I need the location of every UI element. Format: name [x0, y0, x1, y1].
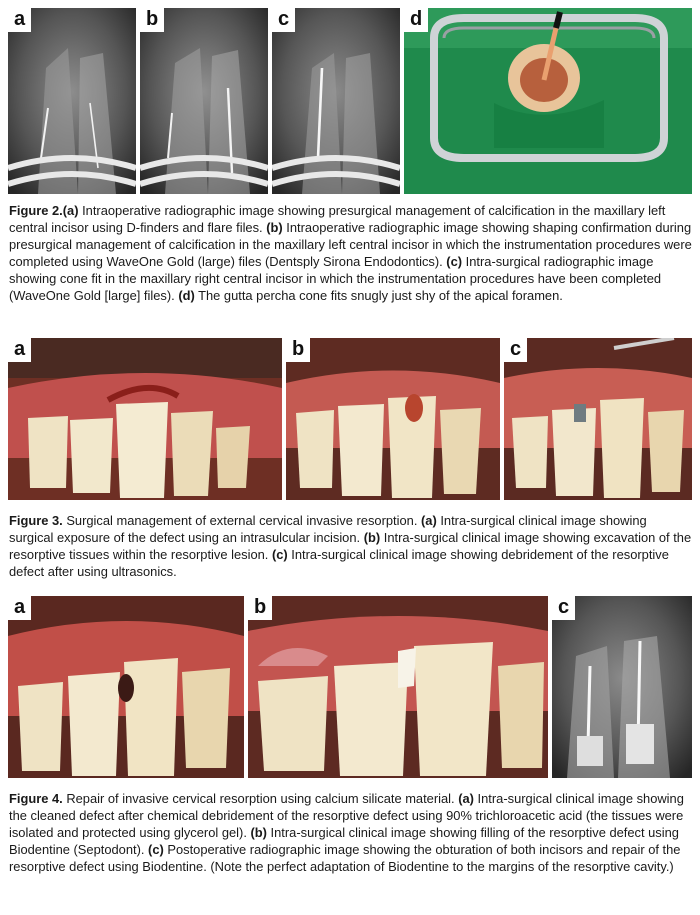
clinical-photo-image: [8, 338, 282, 500]
figure4-caption: Figure 4. Repair of invasive cervical resorption using calcium silicate material. (a) Intra-surgical clinical image showing the cleaned defect after chemical debridement of the resorptive defect using 90% trichloroacetic acid (the tissues were isolated and protected using glycerol gel). (b) Intra-surgical clinical image showing filling of the resorptive defect using Biodentine (Septodont). (c) Postoperative radiographic image showing the obturation of both incisors and repair of the resorptive defect using Biodentine. (Note the perfect adaptation of Biodentine to the margins of the resorptive cavity.): [9, 791, 684, 874]
panel-label: d: [404, 8, 428, 32]
panel-label: a: [8, 338, 31, 362]
caption-tag: (a): [62, 203, 79, 218]
fig4-panel-c: [552, 596, 692, 778]
fig4-panel-a: [8, 596, 244, 778]
fig4-panel-b: [248, 596, 548, 778]
panel-label: b: [140, 8, 164, 32]
panel-label: c: [552, 596, 575, 620]
caption-title: Figure 4.: [9, 791, 63, 806]
figure2-caption: Figure 2.(a) Intraoperative radiographic image showing presurgical management of calcification in the maxillary left central incisor using D-finders and flare files. (b) Intraoperative radiographic image showing shaping confirmation during presurgical management of calcification in the maxillary left central incisor in which the instrumentation procedures were completed using WaveOne Gold (large) files (Dentsply Sirona Endodontics). (c) Intra-surgical radiographic image showing cone fit in the maxillary right central incisor in which the instrumentation procedures have been completed (WaveOne Gold [large] files). (d) The gutta percha cone fits snugly just shy of the apical foramen.: [9, 203, 692, 303]
radiograph-image: [8, 8, 136, 194]
panel-label: b: [248, 596, 272, 620]
rubber-dam-image: [404, 8, 692, 194]
panel-label: a: [8, 8, 31, 32]
panel-label: c: [504, 338, 527, 362]
fig3-panel-c: [504, 338, 692, 500]
radiograph-image: [140, 8, 268, 194]
figure3-caption: Figure 3. Surgical management of external cervical invasive resorption. (a) Intra-surgical clinical image showing surgical exposure of the defect using an intrasulcular incision. (b) Intra-surgical clinical image showing excavation of the resorptive tissues within the resorptive lesion. (c) Intra-surgical clinical image showing debridement of the resorptive defect after using ultrasonics.: [9, 513, 692, 579]
panel-label: c: [272, 8, 295, 32]
panel-label: b: [286, 338, 310, 362]
clinical-photo-image: [248, 596, 548, 778]
fig3-panel-b: [286, 338, 500, 500]
caption-title: Figure 2.: [9, 203, 63, 218]
fig2-panel-b: [140, 8, 268, 194]
panel-label: a: [8, 596, 31, 620]
fig3-panel-a: [8, 338, 282, 500]
fig2-panel-a: [8, 8, 136, 194]
fig2-panel-d: [404, 8, 692, 194]
caption-title: Figure 3.: [9, 513, 63, 528]
clinical-photo-image: [8, 596, 244, 778]
radiograph-image: [272, 8, 400, 194]
clinical-photo-image: [286, 338, 500, 500]
clinical-photo-image: [504, 338, 692, 500]
fig2-panel-c: [272, 8, 400, 194]
radiograph-image: [552, 596, 692, 778]
